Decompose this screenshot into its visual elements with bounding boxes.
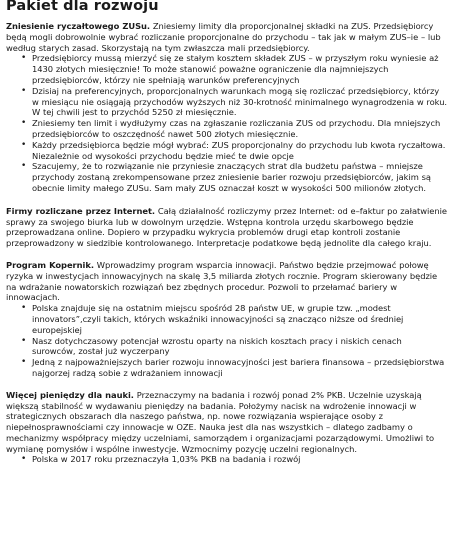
section-science-lead: Więcej pieniędzy dla nauki. — [6, 389, 134, 400]
section-internet-lead: Firmy rozliczane przez Internet. — [6, 205, 156, 216]
list-item: • Polska w 2017 roku przeznaczyła 1,03% PKB na badania i rozwój — [6, 454, 448, 465]
section-kopernik-lead: Program Kopernik. — [6, 259, 94, 270]
section-science-paragraph — [6, 390, 448, 455]
section-zus-paragraph — [6, 21, 448, 53]
section-internet-paragraph — [6, 206, 448, 249]
section-science-text: Przeznaczymy na badania i rozwój ponad 2% PKB. Uczelnie uzyskają większą stabilność w wydawaniu pieniędzy na badania. Położymy nacisk na wdrożenie innowacji w strategicznych obszarach dla naszego państwa, np. nowe rozwiązania wspierające osoby z niepełnosprawnościami czy innowacje w OZE. Nauka jest dla nas wszystkich – dlatego zadbamy o mechanizmy współpracy między uczelniami, samorządem i organizacjami pozarządowymi. Umożliwi to wymianę pomysłów i wspólne inwestycje. Wzmocnimy pozycję uczelni regionalnych. — [6, 389, 435, 454]
list-item: • Nasz dotychczasowy potencjał wzrostu oparty na niskich kosztach pracy i niskich cenach surowców, został już wyczerpany — [6, 336, 448, 358]
list-item: • Każdy przedsiębiorca będzie mógł wybrać: ZUS proporcjonalny do przychodu lub kwota ryczałtowa. Niezależnie od wysokości przychodu będzie mieć te dwie opcje — [6, 140, 448, 162]
list-item: • Przedsiębiorcy mussą mierzyć się ze stałym kosztem składek ZUS – w przyszłym roku wyniesie aż 1430 złotych miesięcznie! To może stanowić poważne ograniczenie dla najmniejszych przedsiębiorców, którzy nie spełniają warunków preferencyjnych — [6, 53, 448, 85]
list-item: • Szacujemy, że to rozwiązanie nie przyniesie znaczących strat dla budżetu państwa – mniejsze przychody zostaną zrekompensowane przez zniesienie barier rozwoju przedsiębiorców, jakim są obecnie limity małego ZUSu. Sam mały ZUS oznaczał koszt w wysokości 500 milionów złotych. — [6, 161, 448, 193]
section-kopernik-text: Wprowadzimy program wsparcia innowacji. Państwo będzie przejmować połowę ryzyka w inwestycjach innowacyjnych na skalę 3,5 miliarda złotych rocznie. Program skierowany będzie na wdrażanie nowatorskich rozwiązań bez zbędnych procedur. Pozwoli to przełamać bariery w innowacjach. — [6, 259, 438, 303]
section-zus-text: Zniesiemy limity dla proporcjonalnej składki na ZUS. Przedsiębiorcy będą mogli dobrowolnie wybrać rozliczanie proporcjonalne do przychodu – tak jak w małym ZUS–ie – lub według starych zasad. Skorzystają na tym zwłaszcza mali przedsiębiorcy. — [6, 21, 441, 53]
list-item: • Dzisiaj na preferencyjnych, proporcjonalnych warunkach mogą się rozliczać przedsiębiorcy, którzy w miesiącu nie osiągają przychodów wyższych niż 30-krotność minimalnego wynagrodzenia w roku. W tej chwili jest to przychód 5250 zł miesięcznie. — [6, 86, 448, 118]
list-item: • Jedną z najpoważniejszych barier rozwoju innowacyjności jest bariera finansowa – przedsiębiorstwa najgorzej radzą sobie z wdrażaniem innowacji — [6, 357, 448, 379]
section-science-bullets — [6, 454, 448, 465]
section-zus-bullets — [6, 53, 448, 193]
section-zus-lead: Zniesienie ryczałtowego ZUSu. — [6, 21, 151, 31]
section-internet-text: Całą działalność rozliczymy przez Internet: od e–faktur po załatwienie sprawy za swojego biurka lub w dowolnym urzędzie. Wstępna kontrola urzędu skarbowego będzie przeprowadzana online. Dopiero w przypadku wykrycia problemów drugi etap kontroli zostanie przeprowadzony w siedzibie kontrolowanego. Interpretacje podatkowe będą jednolite dla całego kraju. — [6, 205, 447, 249]
page-title: Pakiet dla rozwoju — [6, 0, 159, 14]
section-kopernik-paragraph — [6, 260, 448, 303]
list-item: • Polska znajduje się na ostatnim miejscu spośród 28 państw UE, w grupie tzw. „modest innovators”,czyli takich, których wskaźniki innowacyjności są znacząco niższe od średniej europejskiej — [6, 303, 448, 335]
section-kopernik-bullets — [6, 303, 448, 379]
list-item: • Zniesiemy ten limit i wydłużymy czas na zgłaszanie rozliczania ZUS od przychodu. Dla mniejszych przedsiębiorców to oszczędność nawet 500 złotych miesięcznie. — [6, 118, 448, 140]
